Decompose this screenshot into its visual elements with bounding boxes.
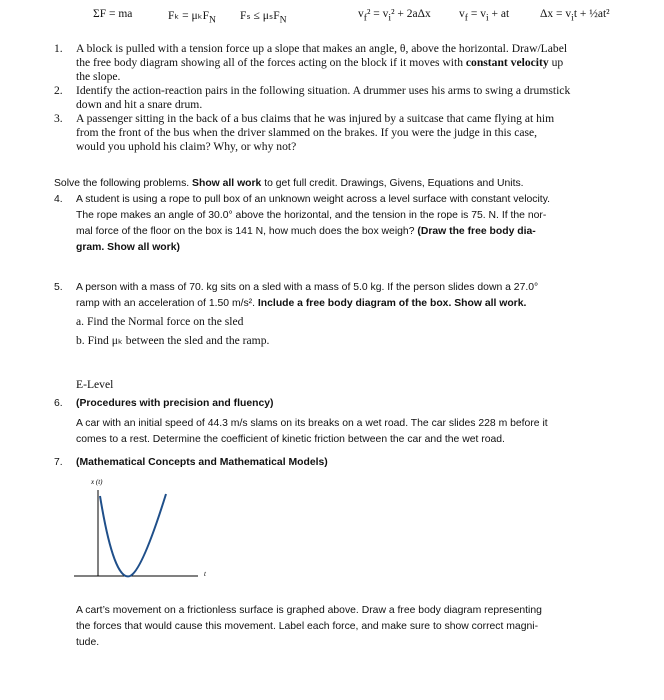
text-line: A person with a mass of 70. kg sits on a sled with a mass of 5.0 kg. If the person slides down a 27.0° bbox=[76, 282, 539, 293]
text-line: comes to a rest. Determine the coefficient of kinetic friction between the car and the wet road. bbox=[76, 434, 505, 445]
question-number: 7. bbox=[54, 457, 63, 468]
text-line: from the front of the bus when the driver slammed on the brakes. If you were the judge in this case, bbox=[76, 126, 538, 139]
graph-x-axis-label: t bbox=[204, 570, 206, 578]
equation-final-velocity: $v_f = v_i$ + at bbox=[459, 8, 510, 24]
text-line: A block is pulled with a tension force up a slope that makes an angle, θ, above the horizontal. Draw/Label bbox=[76, 42, 568, 55]
text-line: down and hit a snare drum. bbox=[76, 98, 203, 111]
e-level-heading: E-Level bbox=[76, 378, 114, 391]
question-5a: a. Find the Normal force on the sled bbox=[76, 315, 244, 328]
equation-static-friction: Fₛ ≤ μₛF$_N$ bbox=[240, 10, 287, 26]
question-1-text bbox=[76, 42, 636, 86]
text-line: ramp with an acceleration of 1.50 m/s². Include a free body diagram of the box. Show all work. bbox=[76, 298, 527, 309]
text-line: Identify the action-reaction pairs in the following situation. A drummer uses his arms to swing a drumstick bbox=[76, 84, 571, 97]
text-line: mal force of the floor on the box is 141 N, how much does the box weigh? (Draw the free body dia- bbox=[76, 226, 536, 237]
text-line: A cart’s movement on a frictionless surface is graphed above. Draw a free body diagram representing bbox=[76, 605, 542, 616]
text-line: A car with an initial speed of 44.3 m/s slams on its breaks on a wet road. The car slides 228 m before it bbox=[76, 418, 548, 429]
text-line: the slope. bbox=[76, 70, 121, 83]
solve-instructions: Solve the following problems. Show all work to get full credit. Drawings, Givens, Equations and Units. bbox=[54, 178, 524, 189]
equation-displacement: $\Delta x = v_it$ + ½at² bbox=[540, 8, 610, 24]
question-number: 2. bbox=[54, 84, 63, 97]
text-line: the free body diagram showing all of the forces acting on the block if it moves with constant velocity up bbox=[76, 56, 564, 69]
text-line: gram. Show all work) bbox=[76, 242, 180, 253]
position-time-graph bbox=[74, 472, 214, 582]
text-line: A passenger sitting in the back of a bus claims that he was injured by a suitcase that came flying at him bbox=[76, 112, 555, 125]
text-line: tude. bbox=[76, 637, 100, 648]
text-line: the forces that would cause this movement. Label each force, and make sure to show correct magni- bbox=[76, 621, 539, 632]
question-6-title: (Procedures with precision and fluency) bbox=[76, 398, 274, 409]
question-6-text bbox=[76, 416, 646, 448]
question-5-text bbox=[76, 280, 646, 312]
question-3-text bbox=[76, 112, 636, 156]
question-7-title: (Mathematical Concepts and Mathematical Models) bbox=[76, 457, 328, 468]
question-number: 6. bbox=[54, 398, 63, 409]
text-line: The rope makes an angle of 30.0° above the horizontal, and the tension in the rope is 75. N. If the nor- bbox=[76, 210, 547, 221]
question-4-text bbox=[76, 192, 646, 256]
text-line: would you uphold his claim? Why, or why not? bbox=[76, 140, 297, 153]
equation-net-force: ΣF = ma bbox=[93, 8, 133, 20]
graph-y-axis-label: x (t) bbox=[91, 478, 103, 486]
question-number: 3. bbox=[54, 112, 63, 125]
question-number: 1. bbox=[54, 42, 63, 55]
question-number: 5. bbox=[54, 282, 63, 293]
equation-kinetic-friction: Fₖ = μₖF$_N$ bbox=[168, 10, 216, 26]
position-curve bbox=[100, 494, 166, 576]
question-number: 4. bbox=[54, 194, 63, 205]
question-5b: b. Find μₖ between the sled and the ramp. bbox=[76, 334, 270, 347]
question-7-text bbox=[76, 603, 646, 651]
equation-velocity-squared: $v_f^2 = v_i^2 + 2a\Delta x$ bbox=[358, 8, 431, 24]
question-2-text bbox=[76, 84, 636, 114]
text-line: A student is using a rope to pull box of an unknown weight across a level surface with constant velocity. bbox=[76, 194, 551, 205]
